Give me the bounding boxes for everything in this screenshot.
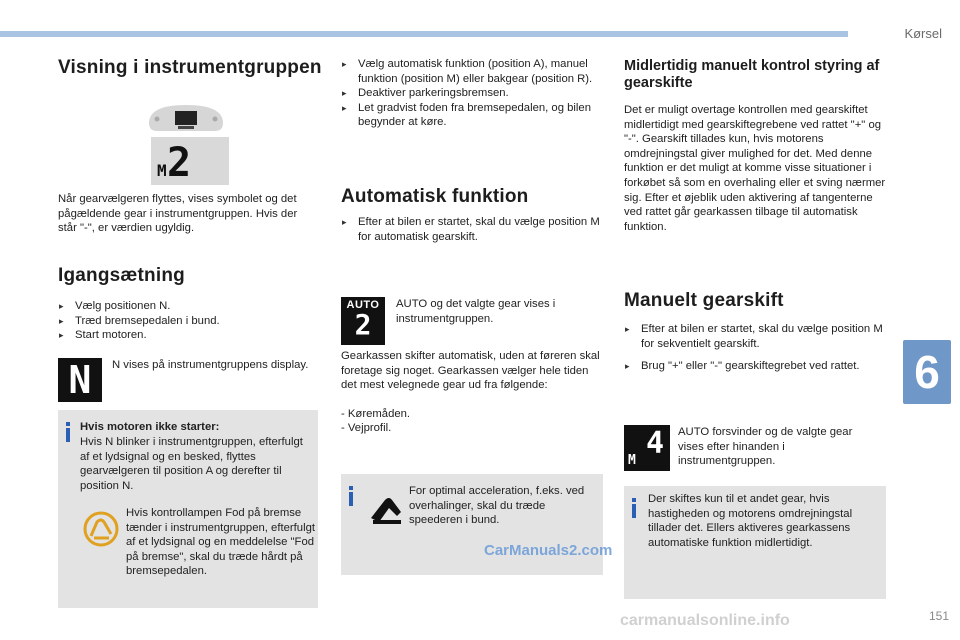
display-paragraph: Når gearvælgeren flyttes, vises symbolet og det pågældende gear i instrumentgruppen. Hvis der står "-", er værdien ugyldig. bbox=[58, 193, 298, 235]
auto-text: AUTO og det valgte gear vises i instrumentgruppen. bbox=[396, 298, 556, 325]
manual-step: ▸ Brug "+" eller "-" gearskiftegrebet ved rattet. bbox=[624, 359, 886, 374]
drive-step: ▸ Vælg automatisk funktion (position A), manuel funktion (position M) eller bakgear (position R). bbox=[341, 57, 603, 86]
temporary-manual-paragraph: Det er muligt overtage kontrollen med gearskiftet midlertidigt med gearskiftegrebene ved rattet "+" og "-". Gearskift tillades kun, hvis motorens omdrejningstal giver mulighed for det. Med denne funktion er det muligt at komme visse situationer i forkøbet så som en overhaling eller et sving nærmer sig. Efter et øjeblik uden aktivering af tangenterne ved rattet går gearkassen tilbage til automatisk funktion. bbox=[624, 104, 886, 233]
start-step: ▸ Vælg positionen N. bbox=[58, 299, 318, 314]
watermark: carmanualsonline.info bbox=[620, 612, 790, 629]
n-text: N vises på instrumentgruppens display. bbox=[112, 359, 309, 371]
manual-display-mode: M bbox=[628, 453, 636, 468]
top-accent-bar bbox=[0, 31, 848, 37]
manual-display-gear: 4 bbox=[646, 426, 665, 461]
start-step: ▸ Start motoren. bbox=[58, 328, 318, 343]
n-display: N bbox=[58, 358, 102, 402]
start-steps bbox=[58, 299, 318, 343]
drive-step: ▸ Deaktiver parkeringsbremsen. bbox=[341, 86, 603, 101]
title-auto: Automatisk funktion bbox=[341, 186, 529, 207]
manual-step: ▸ Efter at bilen er startet, skal du vælge position M for sekventielt gearskift. bbox=[624, 322, 886, 351]
note-box bbox=[624, 486, 886, 599]
drive-steps bbox=[341, 57, 603, 130]
auto-factor: - Køremåden. bbox=[341, 408, 411, 420]
title-temporary-manual: Midlertidig manuelt kontrol styring af gearskifte bbox=[624, 58, 880, 91]
cluster-illustration bbox=[143, 99, 229, 185]
manual-steps bbox=[624, 322, 886, 374]
watermark: CarManuals2.com bbox=[484, 542, 613, 559]
accelerator-pedal-icon bbox=[367, 492, 407, 526]
auto-factor: - Vejprofil. bbox=[341, 422, 392, 434]
auto-display bbox=[341, 297, 385, 345]
manual-display bbox=[624, 425, 670, 471]
auto-step: ▸ Efter at bilen er startet, skal du vælge position M for automatisk gearskift. bbox=[341, 215, 603, 244]
tip-box bbox=[341, 474, 603, 575]
tip-text: For optimal acceleration, f.eks. ved overhalinger, skal du træde speederen i bund. bbox=[409, 485, 585, 527]
warning-body: Hvis N blinker i instrumentgruppen, efterfulgt af et lydsignal og en besked, flyttes gearvælgeren til position A og derefter til position N. bbox=[80, 436, 303, 492]
page-number: 151 bbox=[928, 609, 949, 623]
drive-step: ▸ Let gradvist foden fra bremsepedalen, og bilen begynder at køre. bbox=[341, 101, 603, 130]
cluster-mode: M bbox=[157, 161, 167, 180]
title-start: Igangsætning bbox=[58, 265, 185, 286]
info-icon bbox=[349, 486, 355, 506]
warning-title: Hvis motoren ikke starter: bbox=[80, 421, 220, 433]
chapter-tab: 6 bbox=[903, 340, 951, 404]
auto-steps bbox=[341, 215, 603, 244]
info-icon bbox=[632, 498, 638, 518]
manual-auto-text: AUTO forsvinder og de valgte gear vises efter hinanden i instrumentgruppen. bbox=[678, 426, 853, 468]
warning-box bbox=[58, 410, 318, 608]
auto-paragraph: Gearkassen skifter automatisk, uden at føreren skal foretage sig noget. Gearkassen vælger hele tiden det mest velegnede gear ud fra følgende: bbox=[341, 350, 600, 392]
title-manual: Manuelt gearskift bbox=[624, 290, 784, 311]
auto-display-label: AUTO bbox=[346, 299, 380, 311]
auto-display-gear: 2 bbox=[354, 308, 372, 341]
section-header: Kørsel bbox=[904, 26, 942, 41]
start-step: ▸ Træd bremsepedalen i bund. bbox=[58, 314, 318, 329]
title-display: Visning i instrumentgruppen bbox=[58, 57, 322, 78]
warning-foot-text: Hvis kontrollampen Fod på bremse tænder i instrumentgruppen, efterfulgt af et lydsignal og en meddelelse "Fod på bremse", skal du træde hårdt på bremsepedalen. bbox=[126, 507, 316, 578]
info-icon bbox=[66, 422, 72, 442]
note-text: Der skiftes kun til et andet gear, hvis hastigheden og motorens omdrejningstal tillader det. Ellers aktiveres gearkassens automatiske funktion midlertidigt. bbox=[648, 493, 853, 549]
foot-on-brake-icon bbox=[82, 510, 120, 548]
cluster-gear: 2 bbox=[167, 140, 192, 186]
